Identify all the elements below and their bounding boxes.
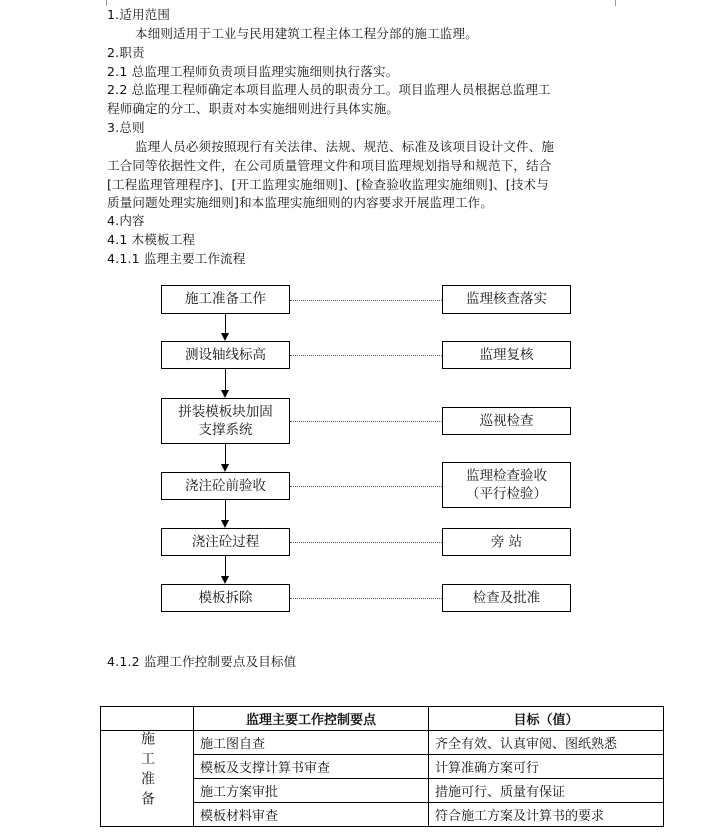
table-cell: 符合施工方案及计算书的要求 (429, 803, 664, 827)
section-3-line-2: 工合同等依据性文件，在公司质量管理文件和项目监理规划指导和规范下，结合 (107, 158, 552, 173)
table-cell: 措施可行、质量有保证 (429, 779, 664, 803)
section-1-body: 本细则适用于工业与民用建筑工程主体工程分部的施工监理。 (135, 26, 478, 41)
table-cell: 模板材料审查 (194, 803, 429, 827)
flow-left-1: 施工准备工作 (161, 285, 290, 314)
flow-connector-4 (290, 486, 442, 487)
flow-right-6: 检查及批准 (442, 584, 571, 612)
table-cell: 施工方案审批 (194, 779, 429, 803)
flow-right-1: 监理核查落实 (442, 285, 571, 314)
section-2-2-line-2: 程师确定的分工、职责对本实施细则进行具体实施。 (107, 101, 400, 116)
section-2-1: 2.1 总监理工程师负责项目监理实施细则执行落实。 (107, 64, 399, 79)
section-4-1-1: 4.1.1 监理主要工作流程 (107, 251, 246, 266)
flow-arrow-line-3 (225, 444, 226, 464)
table-group-label: 施工准备 (101, 731, 194, 827)
flow-arrow-head-5 (221, 576, 229, 584)
flow-right-4: 监理检查验收 （平行检验） (442, 462, 571, 508)
table-header-row (101, 707, 664, 731)
flow-arrow-head-1 (221, 333, 229, 341)
table-row (101, 731, 664, 755)
flow-connector-2 (290, 355, 442, 356)
section-1-title: 1.适用范围 (107, 7, 171, 22)
flow-arrow-head-2 (221, 390, 229, 398)
flow-right-3: 巡视检查 (442, 407, 571, 435)
flow-right-5: 旁 站 (442, 528, 571, 556)
flow-right-2: 监理复核 (442, 341, 571, 369)
flow-connector-1 (290, 300, 442, 301)
flow-left-6: 模板拆除 (161, 584, 290, 612)
flow-connector-5 (290, 542, 442, 543)
crop-mark-left (98, 0, 107, 6)
control-points-table (100, 706, 664, 827)
section-3-line-1: 监理人员必须按照现行有关法律、法规、规范、标准及该项目设计文件、施 (135, 139, 555, 154)
table-header-cell (101, 707, 194, 731)
table-cell: 模板及支撑计算书审查 (194, 755, 429, 779)
section-2-2-line-1: 2.2 总监理工程师确定本项目监理人员的职责分工。项目监理人员根据总监理工 (107, 82, 551, 97)
flow-left-5: 浇注砼过程 (161, 528, 290, 556)
flow-arrow-line-4 (225, 500, 226, 520)
table-cell: 齐全有效、认真审阅、图纸熟悉 (429, 731, 664, 755)
flow-arrow-head-3 (221, 464, 229, 472)
flow-left-2: 测设轴线标高 (161, 341, 290, 369)
flow-connector-3 (290, 421, 442, 422)
flow-arrow-head-4 (221, 520, 229, 528)
table-header-cell: 监理主要工作控制要点 (194, 707, 429, 731)
flow-arrow-line-5 (225, 556, 226, 576)
table-cell: 施工图自查 (194, 731, 429, 755)
flow-left-3: 拼装模板块加固 支撑系统 (161, 398, 290, 444)
section-3-line-3: [工程监理管理程序]、[开工监理实施细则]、[检查验收监理实施细则]、[技术与 (107, 177, 549, 192)
section-4-1-2: 4.1.2 监理工作控制要点及目标值 (107, 654, 297, 669)
flow-arrow-line-2 (225, 369, 226, 390)
crop-mark-right (615, 0, 624, 6)
section-4-1: 4.1 木模板工程 (107, 232, 196, 247)
table-header-cell: 目标（值） (429, 707, 664, 731)
section-3-title: 3.总则 (107, 120, 145, 135)
section-3-line-4: 质量问题处理实施细则]和本监理实施细则的内容要求开展监理工作。 (107, 195, 494, 210)
flow-connector-6 (290, 598, 442, 599)
table-cell: 计算准确方案可行 (429, 755, 664, 779)
section-2-title: 2.职责 (107, 45, 145, 60)
section-4-title: 4.内容 (107, 213, 145, 228)
flow-left-4: 浇注砼前验收 (161, 472, 290, 500)
flow-arrow-line-1 (225, 314, 226, 333)
